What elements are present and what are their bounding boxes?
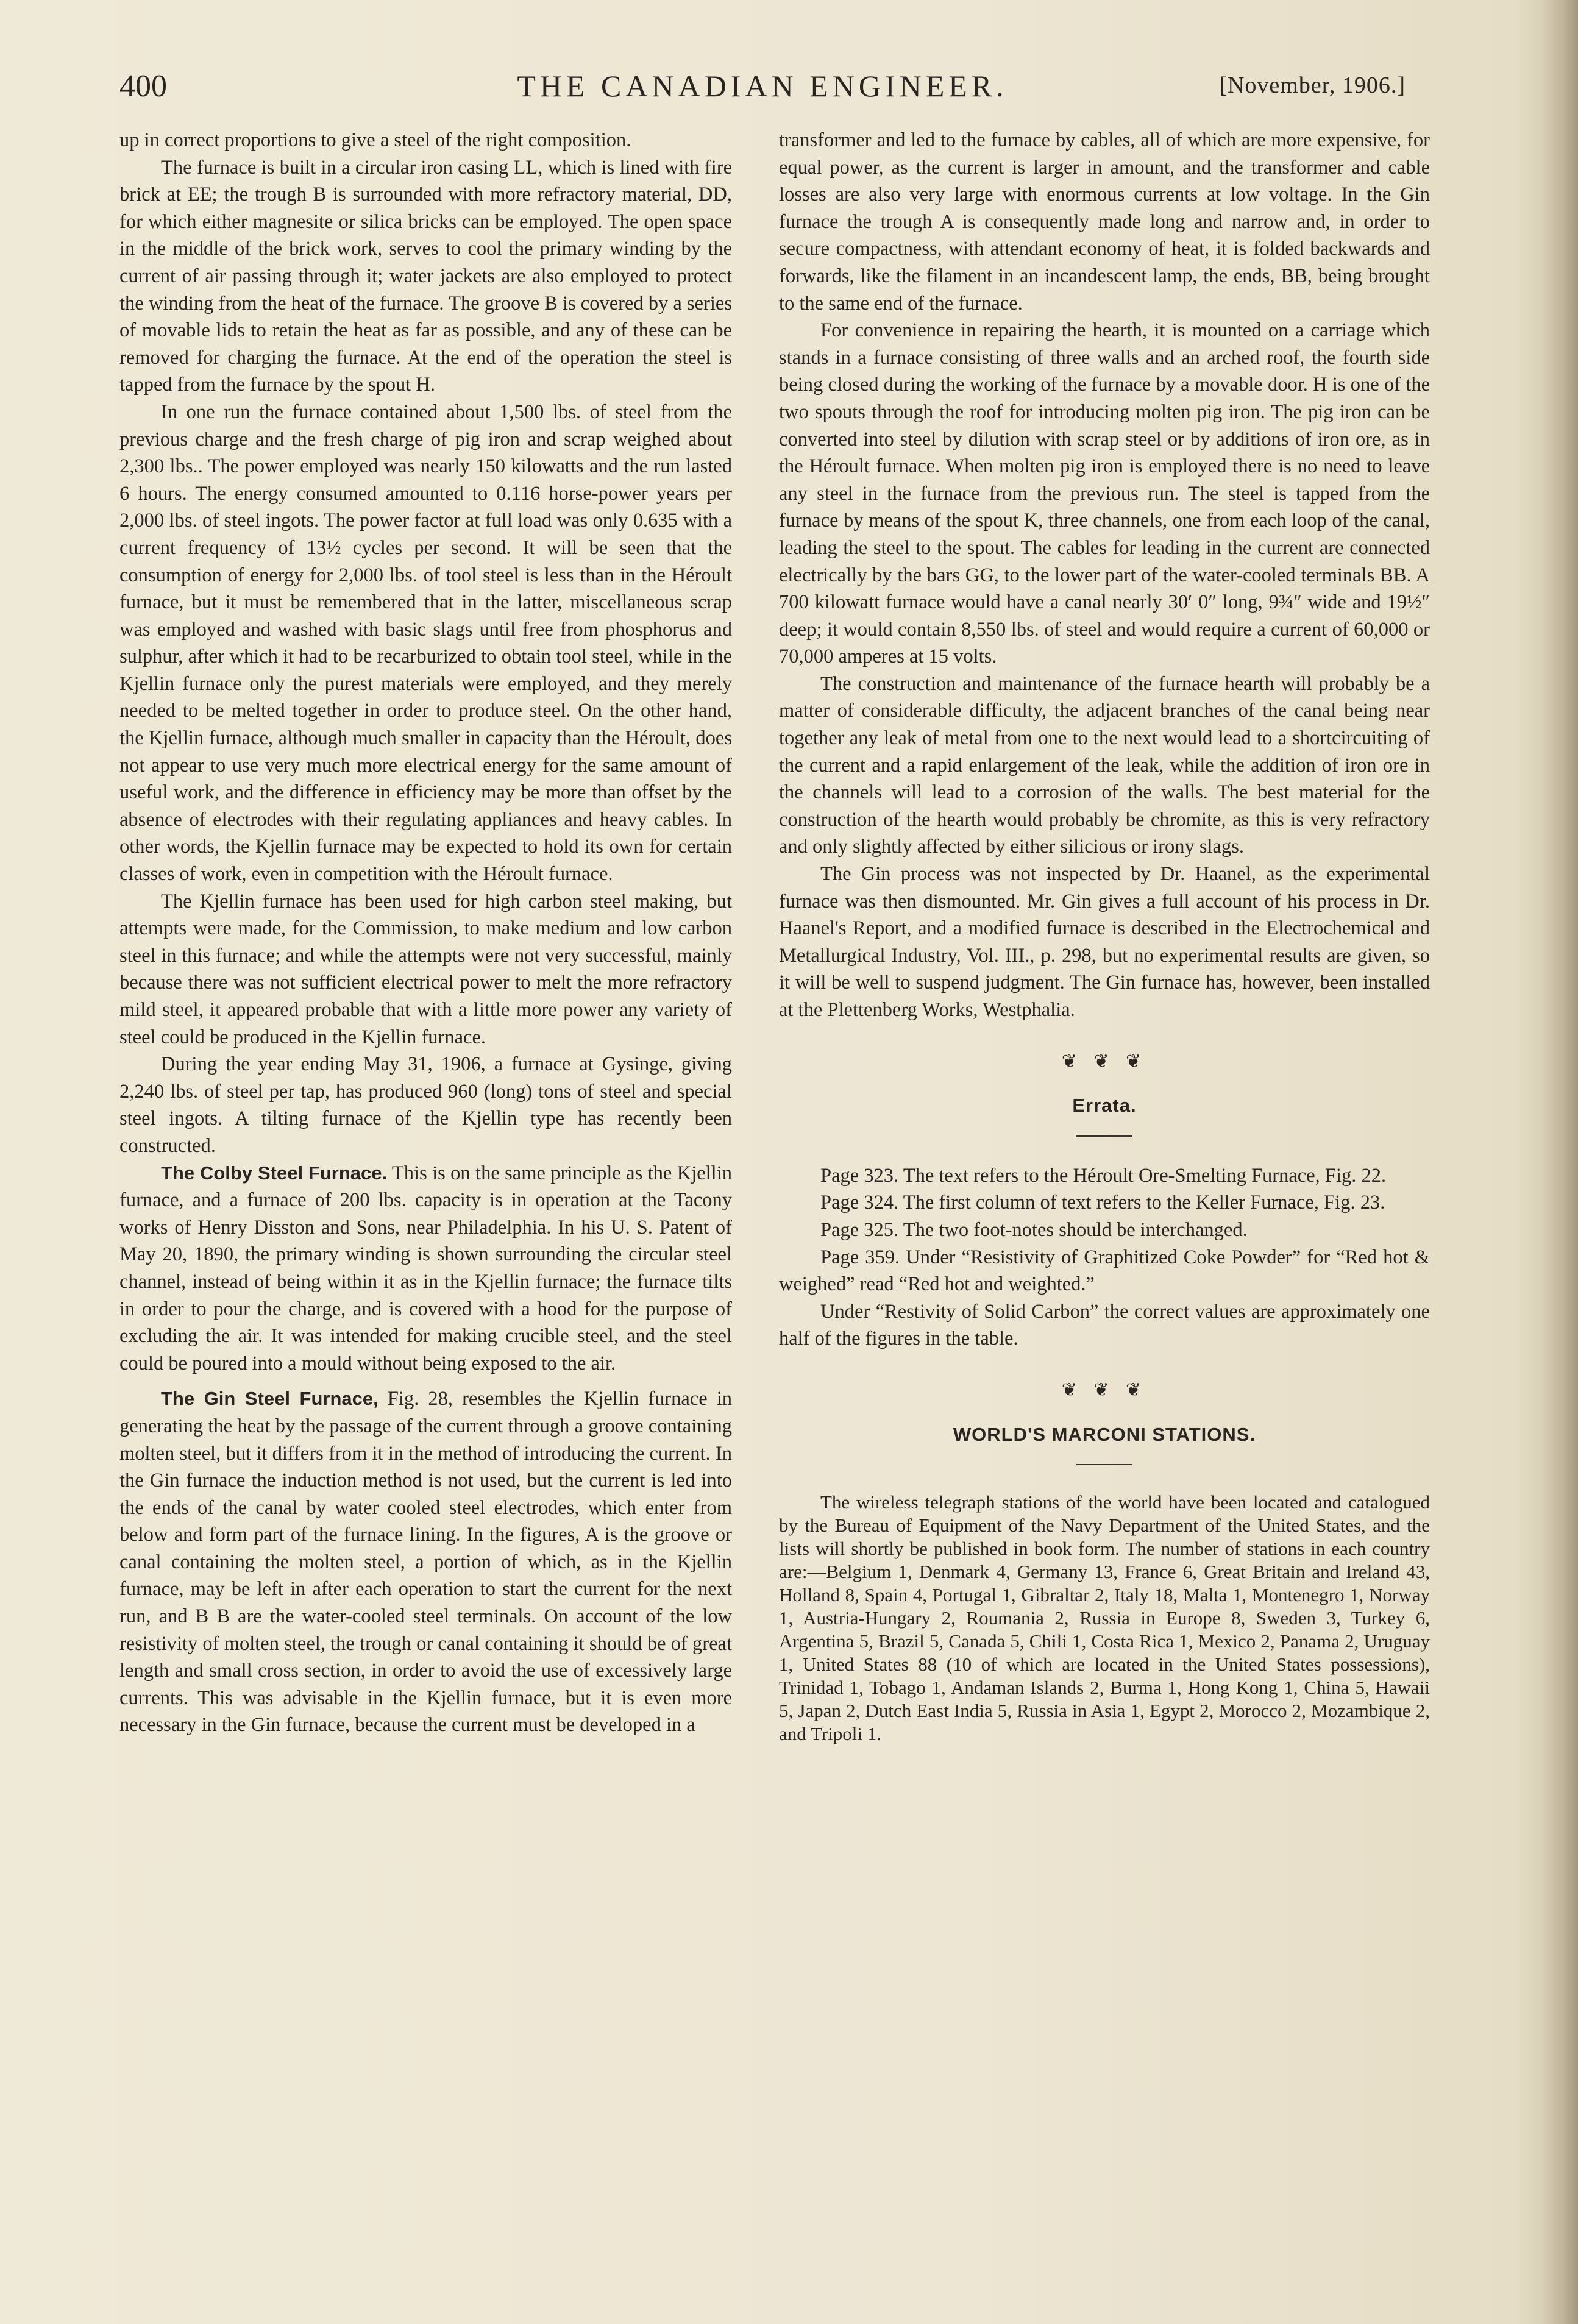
errata-item: Page 324. The first column of text refers to the Keller Furnace, Fig. 23.: [820, 1192, 1385, 1214]
running-header: [119, 66, 1406, 102]
errata-heading: Errata.: [1072, 1095, 1137, 1117]
paragraph-text: This is on the same principle as the Kjellin furnace, and a furnace of 200 lbs. capacity is in operation at the Tacony works of Henry Disston and Sons, near Philadelphia. In his U. S. Patent of May 20, 1890, the primary winding is shown surrounding the circular steel channel, instead of being within it as in the Kjellin furnace; the furnace tilts in order to pour the charge, and is covered with a hood for the purpose of excluding the air. It was intended for making crucible steel, and the steel could be poured into a mould without being exposed to the air.: [119, 1162, 732, 1374]
page-edge-shadow: [1541, 0, 1578, 2324]
paragraph: The furnace is built in a circular iron casing LL, which is lined with fire brick at EE; the trough B is surrounded with more refractory material, DD, for which either magnesite or silica bricks can be employed. The open space in the middle of the brick work, serves to cool the primary winding by the current of air passing through it; water jackets are also employed to protect the winding from the heat of the furnace. The groove B is covered by a series of movable lids to retain the heat as far as possible, and any of these can be removed for charging the furnace. At the end of the operation the steel is tapped from the furnace by the spout H.: [119, 156, 732, 396]
run-in-heading: The Gin Steel Furnace,: [161, 1388, 379, 1410]
section-ornament: ❦ ❦ ❦: [1061, 1379, 1148, 1400]
paragraph: The Kjellin furnace has been used for high carbon steel making, but attempts were made, for the Commission, to make medium and low carbon steel in this furnace; and while the attempts were not very successful, mainly because there was not sufficient electrical power to melt the more refractory mild steel, it appeared probable that with a little more power any variety of steel could be produced in the Kjellin furnace.: [119, 890, 732, 1048]
heading-rule: [1076, 1135, 1132, 1137]
paragraph: In one run the furnace contained about 1,500 lbs. of steel from the previous charge and the fresh charge of pig iron and scrap weighed about 2,300 lbs.. The power employed was nearly 150 kilowatts and the run lasted 6 hours. The energy consumed amounted to 0.116 horse-power years per 2,000 lbs. of steel ingots. The power factor at full load was only 0.635 with a current frequency of 13½ cycles per second. It will be seen that the consumption of energy for 2,000 lbs. of tool steel is less than in the Héroult furnace, but it must be remembered that in the latter, miscellaneous scrap was employed and washed with basic slags until free from phosphorus and sulphur, after which it had to be recarburized to obtain tool steel, while in the Kjellin furnace only the purest materials were employed, and they merely needed to be melted together in order to produce steel. On the other hand, the Kjellin furnace, although much smaller in capacity than the Héroult, does not appear to use very much more electrical energy for the same amount of useful work, and the difference in efficiency may be more than offset by the absence of electrodes with their regulating appliances and heavy cables. In other words, the Kjellin furnace may be expected to hold its own for certain classes of work, even in competition with the Héroult furnace.: [119, 400, 732, 886]
colby-furnace-paragraph: [119, 1160, 732, 1377]
errata-item: Page 359. Under “Resistivity of Graphitized Coke Powder” for “Red hot & weighed” read “Red hot and weighted.”: [779, 1246, 1430, 1296]
paragraph: up in correct proportions to give a steel of the right composition.: [119, 129, 631, 151]
page-number: 400: [119, 69, 167, 104]
section-ornament: ❦ ❦ ❦: [1061, 1051, 1148, 1071]
paragraph: The construction and maintenance of the furnace hearth will probably be a matter of considerable difficulty, the adjacent branches of the canal being near together any leak of metal from one to the next would lead to a shortcircuiting of the current and a rapid enlargement of the leak, while the addition of iron ore in the channels will lead to a corrosion of the walls. The best material for the construction of the hearth would probably be chromite, as this is very refractory and only slightly affected by either silicious or irony slags.: [779, 672, 1430, 858]
errata-item: Page 325. The two foot-notes should be interchanged.: [820, 1218, 1248, 1241]
paragraph: transformer and led to the furnace by cables, all of which are more expensive, for equal power, as the current is larger in amount, and the transformer and cable losses are also very large with enormous currents at low voltage. In the Gin furnace the trough A is consequently made long and narrow and, in order to secure compactness, with attendant economy of heat, it is folded backwards and forwards, like the filament in an incandescent lamp, the ends, BB, being brought to the same end of the furnace.: [779, 129, 1430, 314]
paragraph-text: Fig. 28, resembles the Kjellin furnace in generating the heat by the passage of the current through a groove containing molten steel, but it differs from it in the method of introducing the current. In the Gin furnace the induction method is not used, but the current is led into the ends of the canal by water cooled steel electrodes, which enter from below and form part of the furnace lining. In the figures, A is the groove or canal containing the molten steel, a portion of which, as in the Kjellin furnace, may be left in after each operation to start the current for the next run, and B B are the water-cooled steel terminals. On account of the low resistivity of molten steel, the trough or canal containing it should be of great length and small cross section, in order to avoid the use of excessively large currents. This was advisable in the Kjellin furnace, but it is even more necessary in the Gin furnace, because the current must be developed in a: [119, 1388, 732, 1736]
gin-furnace-paragraph: [119, 1385, 732, 1739]
marconi-paragraph: The wireless telegraph stations of the world have been located and catalogued by the Bureau of Equipment of the Navy Department of the United States, and the lists will shortly be published in book form. The number of stations in each country are:—Belgium 1, Denmark 4, Germany 13, France 6, Great Britain and Ireland 43, Holland 8, Spain 4, Portugal 1, Gibraltar 2, Italy 18, Malta 1, Montenegro 1, Norway 1, Austria-Hungary 2, Roumania 2, Russia in Europe 8, Sweden 3, Turkey 6, Argentina 5, Brazil 5, Canada 5, Chili 1, Costa Rica 1, Mexico 2, Panama 2, Uruguay 1, United States 88 (10 of which are located in the United States possessions), Trinidad 1, Tobago 1, Andaman Islands 2, Burma 1, Hong Kong 1, China 5, Hawaii 5, Japan 2, Dutch East India 5, Russia in Asia 1, Egypt 2, Morocco 2, Mozambique 2, and Tripoli 1.: [779, 1491, 1430, 1745]
heading-rule: [1076, 1464, 1132, 1465]
issue-date: [November, 1906.]: [1219, 73, 1406, 98]
journal-title: THE CANADIAN ENGINEER.: [517, 69, 1008, 103]
paragraph: During the year ending May 31, 1906, a furnace at Gysinge, giving 2,240 lbs. of steel per tap, has produced 960 (long) tons of steel and special steel ingots. A tilting furnace of the Kjellin type has recently been constructed.: [119, 1053, 732, 1157]
run-in-heading: The Colby Steel Furnace.: [161, 1162, 388, 1184]
paragraph: The Gin process was not inspected by Dr. Haanel, as the experimental furnace was then dismounted. Mr. Gin gives a full account of his process in Dr. Haanel's Report, and a modified furnace is described in the Electrochemical and Metallurgical Industry, Vol. III., p. 298, but no experimental results are given, so it will be well to suspend judgment. The Gin furnace has, however, been installed at the Plettenberg Works, Westphalia.: [779, 863, 1430, 1021]
left-column: [119, 127, 732, 1739]
paragraph: For convenience in repairing the hearth, it is mounted on a carriage which stands in a furnace consisting of three walls and an arched roof, the fourth side being closed during the working of the furnace by a movable door. H is one of the two spouts through the roof for introducing molten pig iron. The pig iron can be converted into steel by dilution with scrap steel or by additions of iron ore, as in the Héroult furnace. When molten pig iron is employed there is no need to leave any steel in the furnace from the previous run. The steel is tapped from the furnace by means of the spout K, three channels, one from each loop of the canal, leading the steel to the spout. The cables for leading in the current are connected electrically by the bars GG, to the lower part of the water-cooled terminals BB. A 700 kilowatt furnace would have a canal nearly 30′ 0″ long, 9¾″ wide and 19½″ deep; it would contain 8,550 lbs. of steel and would require a current of 60,000 or 70,000 amperes at 15 volts.: [779, 319, 1430, 668]
marconi-heading: WORLD'S MARCONI STATIONS.: [953, 1423, 1256, 1445]
errata-item: Page 323. The text refers to the Héroult Ore-Smelting Furnace, Fig. 22.: [820, 1164, 1387, 1187]
errata-item: Under “Restivity of Solid Carbon” the correct values are approximately one half of the figures in the table.: [779, 1300, 1430, 1350]
right-column: [779, 127, 1430, 1746]
